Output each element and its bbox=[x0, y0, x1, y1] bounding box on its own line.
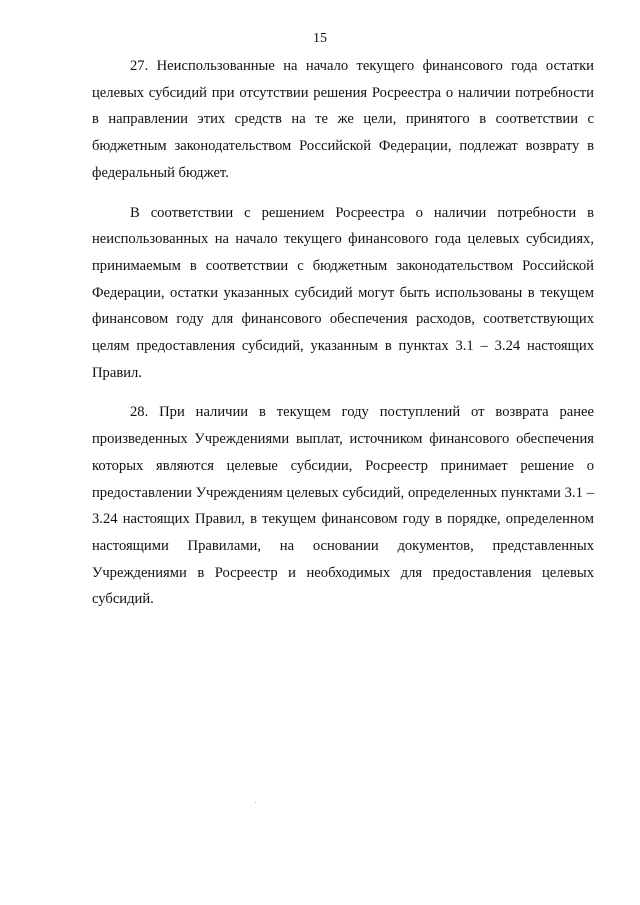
paragraph-27: 27. Неиспользованные на начало текущего финансового года остатки целевых субсидий при отсутствии решения Росреестра о наличии потребности в направлении этих средств на те же цели, принятого в соответствии с бюджетным законодательством Российской Федерации, подлежат возврату в федеральный бюджет. bbox=[92, 58, 594, 181]
document-body bbox=[92, 53, 594, 613]
paragraph-27-continuation: В соответствии с решением Росреестра о наличии потребности в неиспользованных на начало текущего финансового года целевых субсидиях, принимаемым в соответствии с бюджетным законодательством Российской Федерации, остатки указанных субсидий могут быть использованы в текущем финансовом году для финансового обеспечения расходов, соответствующих целям предоставления субсидий, указанным в пунктах 3.1 – 3.24 настоящих Правил. bbox=[92, 204, 594, 381]
page-number: 15 bbox=[313, 31, 327, 46]
scan-speck bbox=[255, 802, 256, 803]
paragraph-28: 28. При наличии в текущем году поступлений от возврата ранее произведенных Учреждениями выплат, источником финансового обеспечения которых являются целевые субсидии, Росреестр принимает решение о предоставлении Учреждениям целевых субсидий, определенных пунктами 3.1 – 3.24 настоящих Правил, в текущем финансовом году в порядке, определенном настоящими Правилами, на основании документов, представленных Учреждениями в Росреестр и необходимых для предоставления целевых субсидий. bbox=[92, 404, 594, 608]
